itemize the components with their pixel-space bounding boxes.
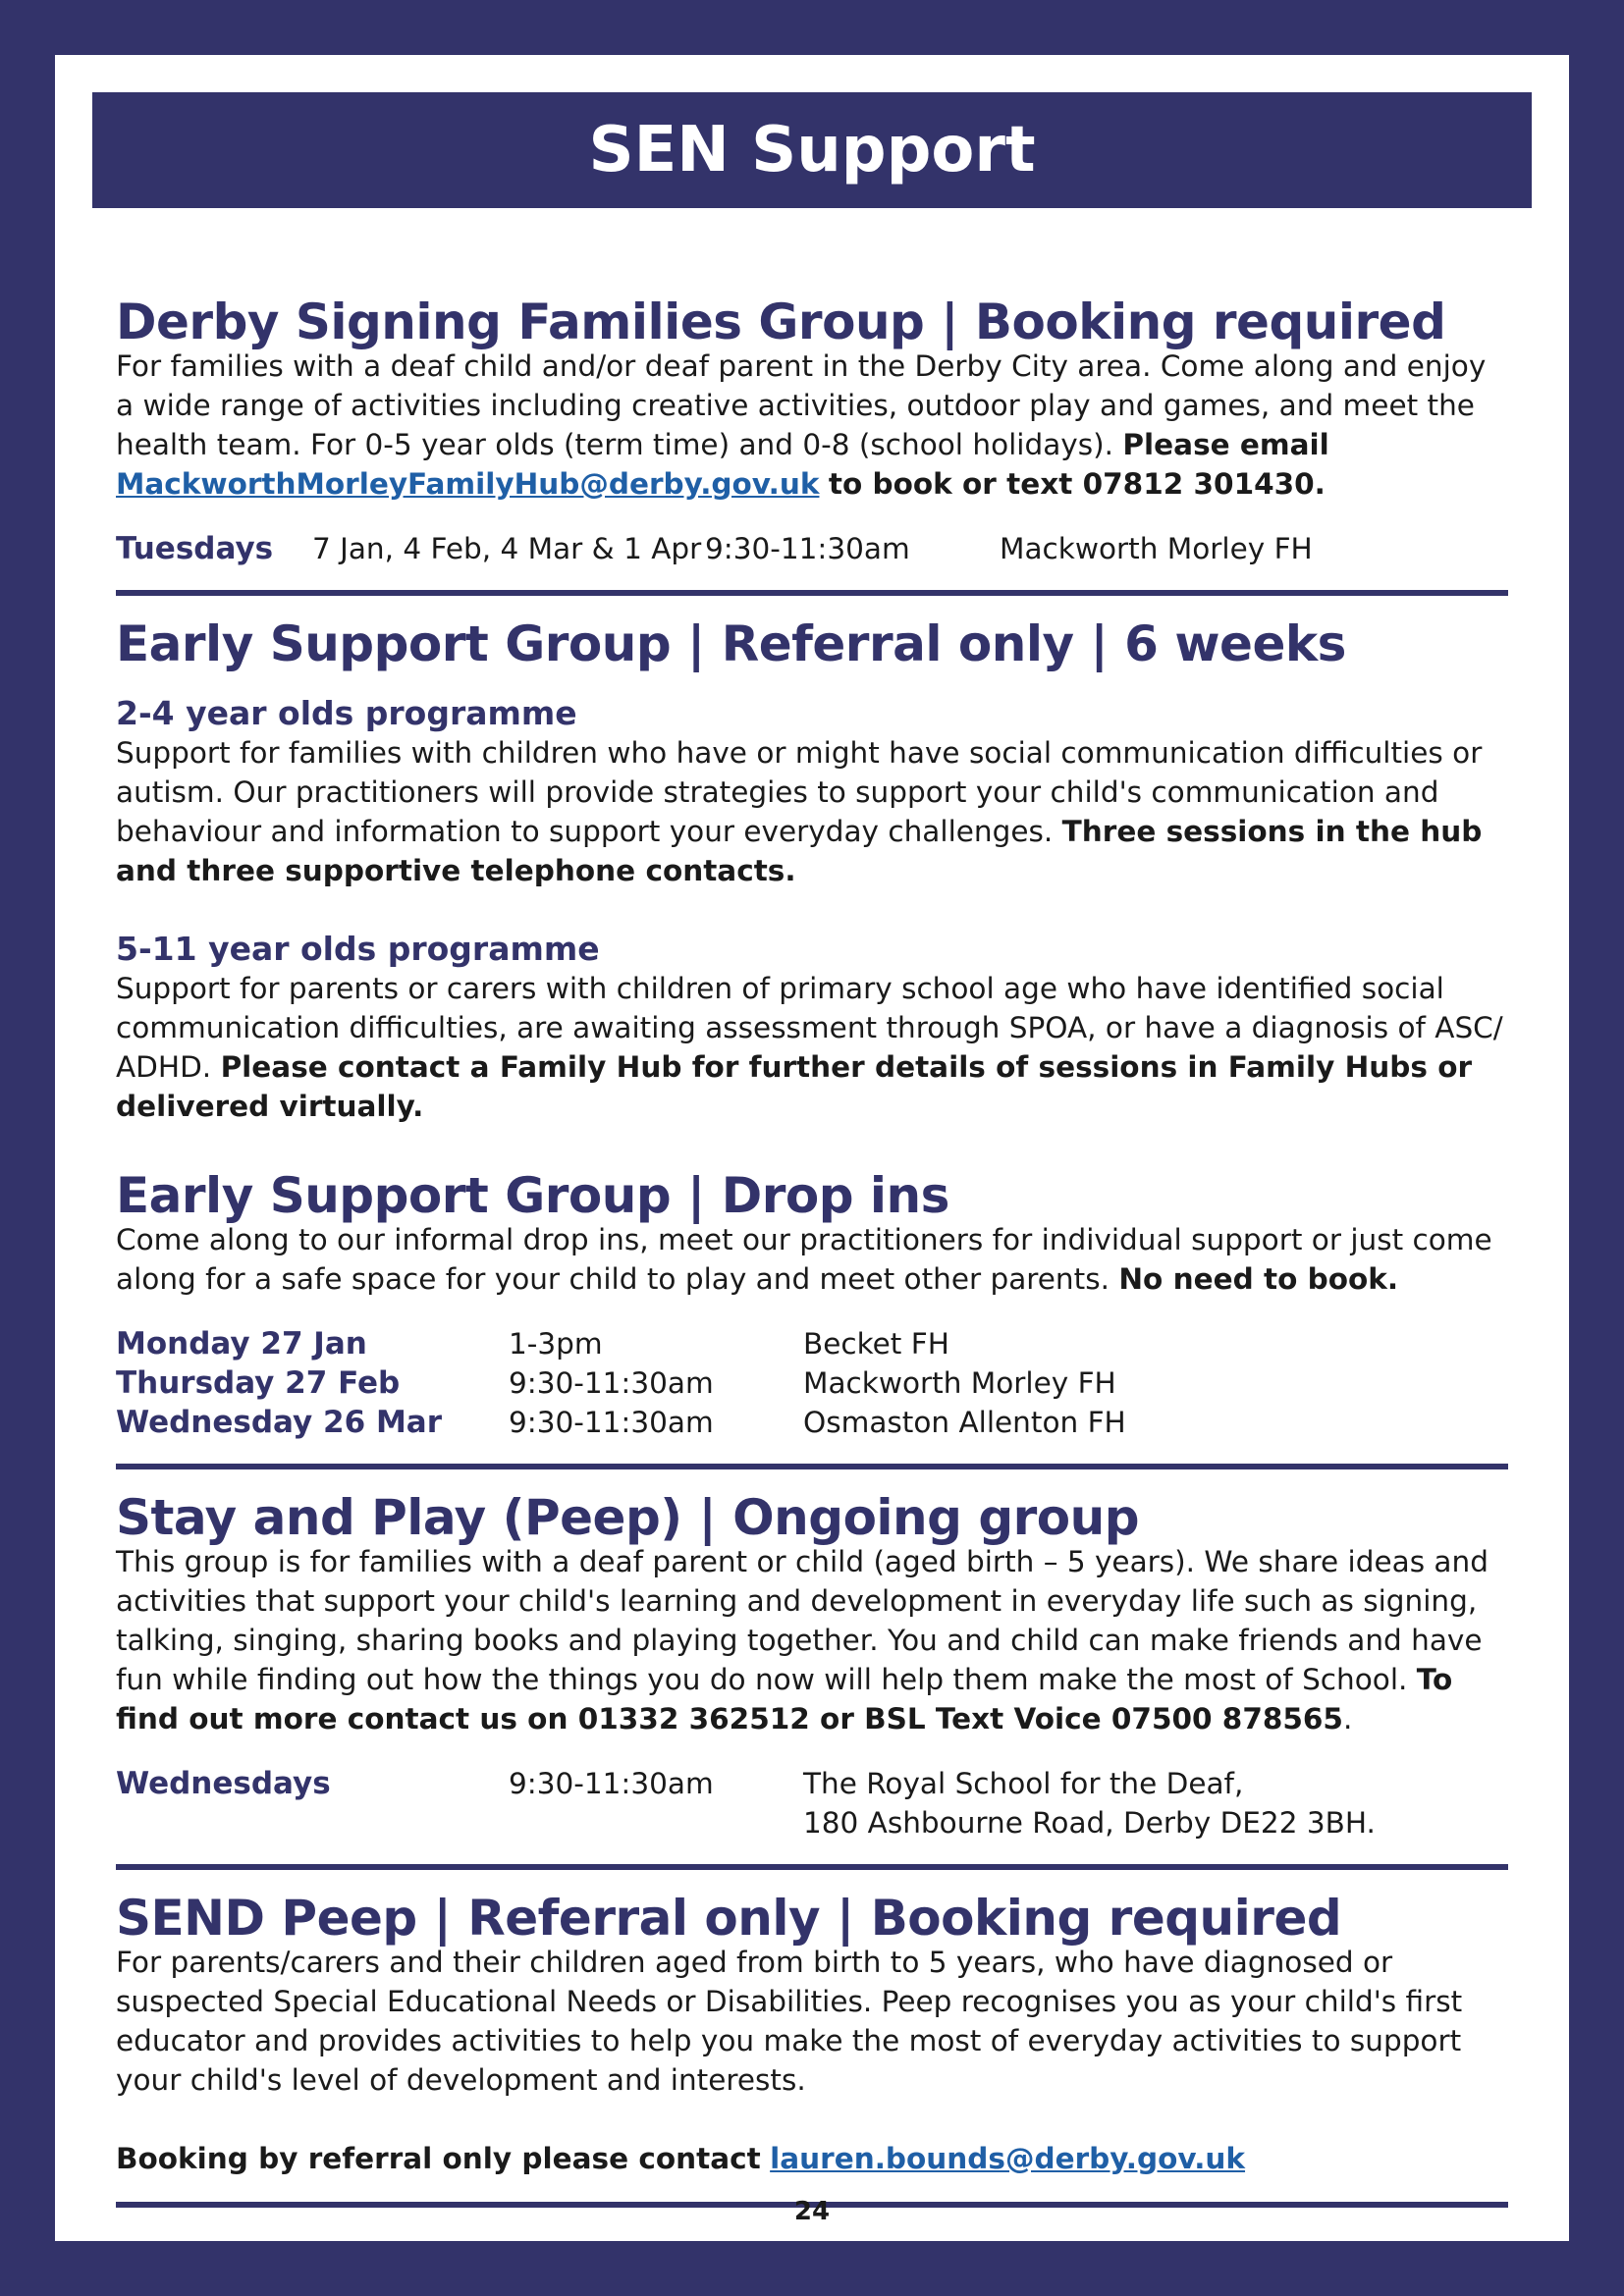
venue-line: The Royal School for the Deaf,: [803, 1767, 1244, 1800]
programme-title: 5-11 year olds programme: [116, 930, 600, 968]
divider: [116, 1864, 1508, 1870]
programme-title: 2-4 year olds programme: [116, 694, 577, 732]
email-link[interactable]: lauren.bounds@derby.gov.uk: [770, 2142, 1246, 2175]
body-text: Support for parents or carers with children of primary school age who have identified social communication difficulties, are awaiting assessment through SPOA, or have a diagnosis of ASC/ ADHD.: [116, 972, 1503, 1084]
section-title: Early Support Group | Referral only | 6 weeks: [116, 615, 1346, 672]
section-send-peep: [116, 1890, 1508, 2208]
schedule-venue: Osmaston Allenton FH: [803, 1406, 1126, 1439]
section-title: Early Support Group | Drop ins: [116, 1167, 949, 1224]
divider: [116, 1464, 1508, 1469]
booking-text: Booking by referral only please contact: [116, 2142, 761, 2175]
content: [116, 240, 1508, 2208]
programme-body: [116, 733, 1508, 890]
body-bold-text: Three sessions in the hub and three supportive telephone contacts.: [116, 815, 1483, 887]
section-early-support-referral: [116, 615, 1508, 1126]
schedule-time: 9:30-11:30am: [509, 1767, 714, 1800]
divider: [116, 590, 1508, 596]
email-link[interactable]: MackworthMorleyFamilyHub@derby.gov.uk: [116, 467, 820, 501]
body-text: Come along to our informal drop ins, meet our practitioners for individual support or just come along for a safe space for your child to play and meet other parents.: [116, 1223, 1492, 1296]
schedule-venue: Becket FH: [803, 1327, 949, 1361]
page-title: SEN Support: [588, 114, 1036, 187]
section-early-support-dropins: [116, 1167, 1508, 1469]
body-text: This group is for families with a deaf parent or child (aged birth – 5 years). We share ideas and activities that support your child's learning and development in everyday life such as signing, talking, singing, sharing books and playing together. You and child can make friends and have fun while finding out how the things you do now will help them make the most of School.: [116, 1545, 1489, 1696]
schedule-dates: 7 Jan, 4 Feb, 4 Mar & 1 Apr: [312, 532, 702, 565]
body-bold-text: To find out more contact us on 01332 362512 or BSL Text Voice 07500 878565: [116, 1663, 1453, 1735]
section-body: [116, 347, 1508, 504]
body-bold-text: No need to book.: [1118, 1262, 1399, 1296]
schedule-day: Tuesdays: [116, 531, 274, 566]
section-title: Stay and Play (Peep) | Ongoing group: [116, 1489, 1140, 1546]
section-body: [116, 1220, 1508, 1299]
body-bold-text: Please contact a Family Hub for further details of sessions in Family Hubs or delivered virtually.: [116, 1050, 1473, 1123]
dropin-schedule: [116, 1324, 1508, 1442]
section-body: For parents/carers and their children aged from birth to 5 years, who have diagnosed or suspected Special Educational Needs or Disabilities. Peep recognises you as your child's first educator and provides activities to help you make the most of everyday activities to support your child's level of development and interests.: [116, 1946, 1463, 2097]
page: [55, 55, 1569, 2241]
schedule-venue: Mackworth Morley FH: [1000, 532, 1313, 565]
schedule-venue: Mackworth Morley FH: [803, 1366, 1116, 1400]
body-text: Support for families with children who have or might have social communication difficulties or autism. Our practitioners will provide strategies to support your child's communication and behaviour and information to support your everyday challenges.: [116, 736, 1483, 848]
body-bold-text: to book or text 07812 301430.: [828, 467, 1326, 501]
schedule-row: [116, 529, 1508, 568]
body-text: For families with a deaf child and/or deaf parent in the Derby City area. Come along and enjoy a wide range of activities including creative activities, outdoor play and games, and meet the health team. For 0-5 year olds (term time) and 0-8 (school holidays).: [116, 349, 1487, 461]
page-number: 24: [793, 2197, 831, 2226]
section-body: This group is for families with a deaf parent or child (aged birth – 5 years). We share ideas and activities that support your child's learning and development in everyday life such as signing, talking, singing, sharing books and playing together. You and child can make friends and have fun while finding out how the things you do now will help them make the most of School. To find out more contact us on 01332 362512 or BSL Text Voice 07500 878565.: [116, 1545, 1489, 1735]
section-derby-signing-families: [116, 294, 1508, 596]
schedule-time: 1-3pm: [509, 1327, 603, 1361]
section-title: SEND Peep | Referral only | Booking required: [116, 1890, 1342, 1947]
schedule-time: 9:30-11:30am: [705, 532, 910, 565]
schedule-day: Wednesday 26 Mar: [116, 1405, 442, 1440]
booking-line: [116, 2139, 1508, 2178]
section-stay-and-play: [116, 1489, 1508, 1870]
body-bold-text: Please email: [1122, 428, 1329, 461]
schedule-day: Wednesdays: [116, 1766, 331, 1801]
schedule-venue: [803, 1764, 1508, 1842]
section-title: Derby Signing Families Group | Booking required: [116, 294, 1446, 350]
schedule-day: Monday 27 Jan: [116, 1326, 367, 1362]
schedule-row: [116, 1764, 1508, 1842]
schedule-day: Thursday 27 Feb: [116, 1365, 401, 1401]
page-banner: [92, 92, 1532, 208]
schedule-time: 9:30-11:30am: [509, 1366, 714, 1400]
schedule-time: 9:30-11:30am: [509, 1406, 714, 1439]
venue-line: 180 Ashbourne Road, Derby DE22 3BH.: [803, 1806, 1376, 1840]
programme-body: [116, 969, 1508, 1126]
